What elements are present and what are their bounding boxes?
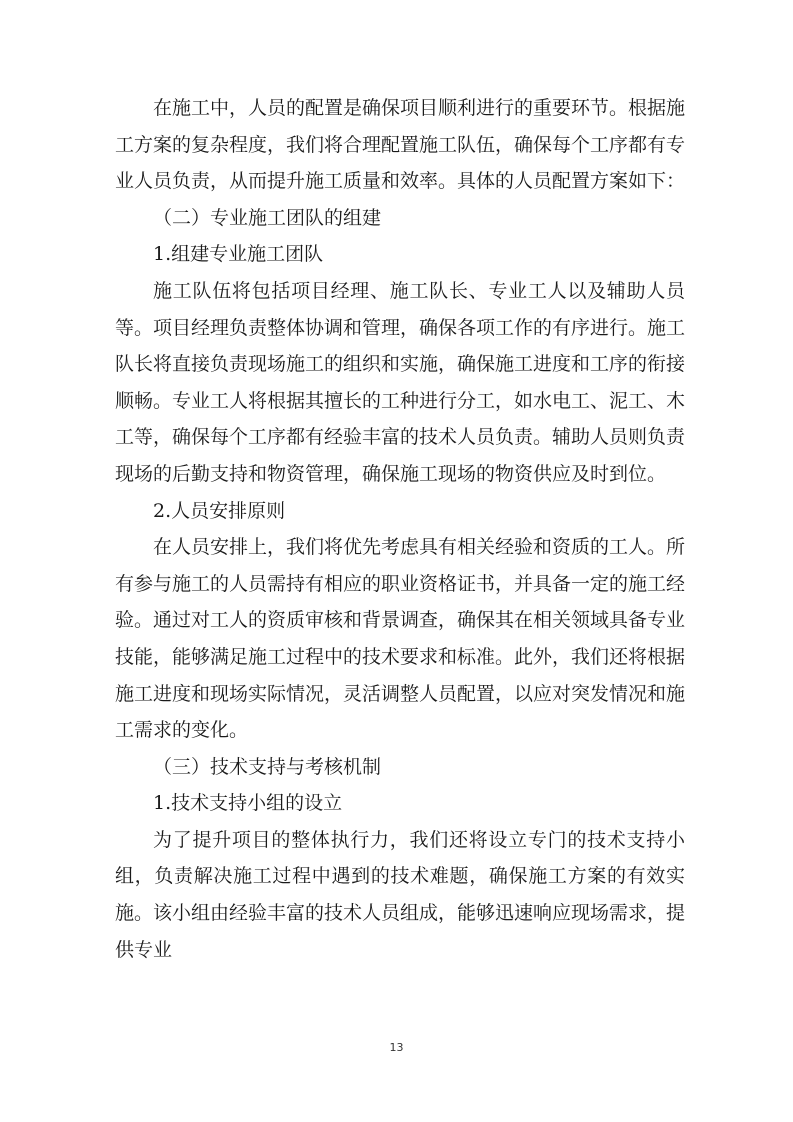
- subheading-tech-support-group: 1.技术支持小组的设立: [153, 792, 343, 815]
- paragraph-staffing-principles: 在人员安排上，我们将优先考虑具有相关经验和资质的工人。所有参与施工的人员需持有相应的职业资格证书，并具备一定的施工经验。通过对工人的资质审核和背景调查，确保其在相关领域具备专业技能，能够满足施工过程中的技术要求和标准。此外，我们还将根据施工进度和现场实际情况，灵活调整人员配置，以应对突发情况和施工需求的变化。: [115, 536, 686, 742]
- page-number: 13: [389, 1041, 404, 1054]
- paragraph-team-composition: 施工队伍将包括项目经理、施工队长、专业工人以及辅助人员等。项目经理负责整体协调和管理，确保各项工作的有序进行。施工队长将直接负责现场施工的组织和实施，确保施工进度和工序的衔接顺畅。专业工人将根据其擅长的工种进行分工，如水电工、泥工、木工等，确保每个工序都有经验丰富的技术人员负责。辅助人员则负责现场的后勤支持和物资管理，确保施工现场的物资供应及时到位。: [115, 279, 686, 485]
- section-heading-tech-support: （三）技术支持与考核机制: [153, 755, 382, 778]
- paragraph-tech-support-group: 为了提升项目的整体执行力，我们还将设立专门的技术支持小组，负责解决施工过程中遇到的技术难题，确保施工方案的有效实施。该小组由经验丰富的技术人员组成，能够迅速响应现场需求，提供专业: [115, 828, 686, 961]
- paragraph-intro: 在施工中，人员的配置是确保项目顺利进行的重要环节。根据施工方案的复杂程度，我们将合理配置施工队伍，确保每个工序都有专业人员负责，从而提升施工质量和效率。具体的人员配置方案如下：: [115, 97, 686, 193]
- section-heading-team: （二）专业施工团队的组建: [153, 206, 382, 229]
- document-body: [115, 90, 685, 968]
- subheading-build-team: 1.组建专业施工团队: [153, 243, 324, 266]
- subheading-staffing-principles: 2.人员安排原则: [153, 499, 286, 522]
